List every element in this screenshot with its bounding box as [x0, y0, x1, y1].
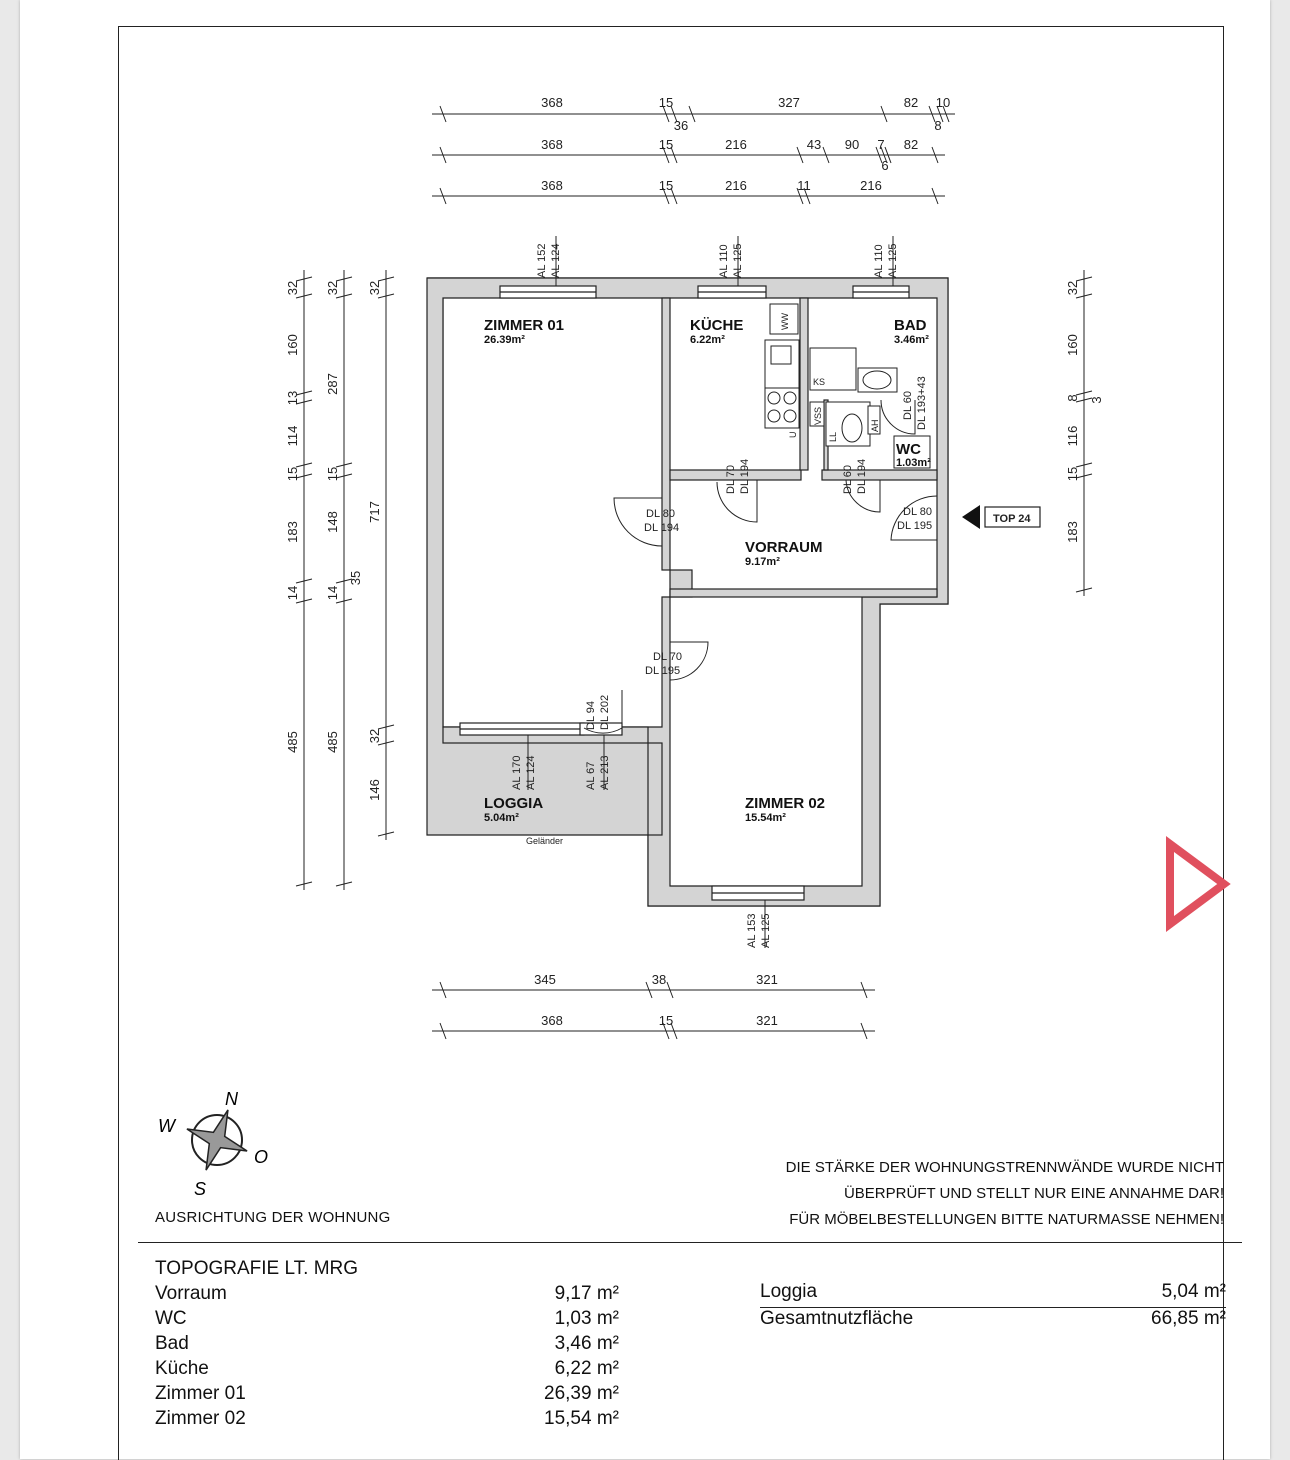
bottom-dimensions: [432, 982, 875, 1039]
window-label: AL 152: [536, 243, 548, 278]
door-label: DL 194: [856, 458, 868, 494]
dim-label: 38: [651, 972, 667, 987]
table-row: [155, 1331, 619, 1356]
door-label: DL 193+43: [916, 376, 928, 430]
dim-label: 321: [756, 972, 778, 987]
table-row: [155, 1281, 619, 1306]
bottom-dimension-labels: [534, 972, 778, 1028]
row-value: 6,22 m²: [554, 1358, 619, 1379]
compass-west: W: [158, 1116, 175, 1136]
dim-label: 15: [658, 178, 674, 193]
summary-table: [760, 1281, 1226, 1334]
room-area: 1.03m²: [896, 457, 931, 469]
dim-label: 116: [1065, 425, 1080, 447]
dim-label: 216: [725, 137, 747, 152]
door-label: DL 80: [646, 508, 675, 520]
door-label: DL 70: [653, 651, 682, 663]
note-line: ÜBERPRÜFT UND STELLT NUR EINE ANNAHME DAR!: [843, 1185, 1224, 1202]
row-label: Loggia: [760, 1281, 818, 1302]
window-label: AL 110: [873, 244, 885, 278]
dim-label: 8: [1065, 394, 1080, 402]
dim-label: 717: [367, 501, 382, 523]
door-label: DL 60: [842, 465, 854, 494]
dim-label: 32: [367, 728, 382, 744]
row-label: Zimmer 01: [155, 1383, 246, 1404]
door-label: DL 194: [644, 522, 680, 534]
window-label: AL 67: [585, 761, 597, 790]
row-label: Vorraum: [155, 1283, 227, 1304]
window-label: AL 153: [746, 913, 758, 948]
note-line: FÜR MÖBELBESTELLUNGEN BITTE NATURMASSE NEHMEN!: [789, 1211, 1224, 1228]
room-area: 9.17m²: [745, 556, 780, 568]
room-area: 5.04m²: [484, 812, 519, 824]
row-label: Bad: [155, 1333, 189, 1354]
section-divider: [138, 1242, 1242, 1243]
dim-label: 287: [325, 373, 340, 395]
dim-label: 7: [877, 137, 885, 152]
unit-tag: TOP 24: [993, 513, 1031, 525]
dim-label: 368: [541, 178, 563, 193]
dim-label: 216: [860, 178, 882, 193]
dim-label: 148: [325, 511, 340, 533]
topography-title: TOPOGRAFIE LT. MRG: [155, 1258, 359, 1279]
dim-label: 15: [285, 466, 300, 482]
note-line: DIE STÄRKE DER WOHNUNGSTRENNWÄNDE WURDE NICHT: [785, 1159, 1224, 1176]
door-label: DL 80: [903, 506, 932, 518]
window-label: AL 170: [511, 755, 523, 790]
entrance-tag: [962, 505, 1040, 529]
dim-label: 3: [1089, 396, 1104, 404]
room-name: BAD: [894, 317, 927, 334]
row-value: 9,17 m²: [554, 1283, 619, 1304]
room-area: 6.22m²: [690, 334, 725, 346]
dim-label: 146: [367, 779, 382, 801]
ll-label: LL: [828, 431, 838, 442]
compass-east: O: [254, 1147, 269, 1167]
dim-label: 345: [534, 972, 556, 987]
door-label: DL 194: [739, 458, 751, 494]
row-value: 3,46 m²: [554, 1333, 619, 1354]
left-dimension-labels: [285, 281, 382, 801]
row-value: 66,85 m²: [1151, 1308, 1226, 1329]
door-label: DL 94: [585, 701, 597, 730]
dim-label: 15: [658, 95, 674, 110]
dim-label: 183: [1065, 521, 1080, 543]
dim-label: 160: [285, 334, 300, 356]
dim-label: 368: [541, 95, 563, 110]
room-name: VORRAUM: [745, 539, 823, 556]
row-label: Zimmer 02: [155, 1408, 246, 1429]
room-name: WC: [896, 441, 921, 458]
dim-label: 10: [935, 95, 951, 110]
entrance-arrow-icon: [962, 505, 980, 529]
ks-label: KS: [813, 377, 826, 387]
top-dimension-labels: [541, 95, 950, 193]
dim-label: 368: [541, 137, 563, 152]
compass-icon: [158, 1089, 268, 1199]
u-label: U: [788, 431, 798, 438]
table-row: [155, 1406, 619, 1431]
door-label: DL 195: [645, 665, 681, 677]
dim-label: 485: [325, 731, 340, 753]
dim-label: 15: [658, 1013, 674, 1028]
dim-label: 36: [673, 118, 689, 133]
door-label: DL 195: [897, 520, 933, 532]
dim-label: 485: [285, 731, 300, 753]
dim-label: 32: [285, 280, 300, 296]
railing-label: Geländer: [526, 836, 564, 846]
dim-label: 160: [1065, 334, 1080, 356]
room-name: ZIMMER 01: [484, 317, 565, 334]
row-value: 26,39 m²: [544, 1383, 619, 1404]
table-row: [760, 1281, 1226, 1308]
table-row: [155, 1306, 619, 1331]
door-label: DL 202: [599, 694, 611, 730]
topography-table: [155, 1256, 619, 1431]
window-label: AL 124: [550, 243, 562, 278]
dim-label: 15: [1065, 466, 1080, 482]
dim-label: 82: [903, 95, 919, 110]
dim-label: 327: [778, 95, 800, 110]
notes-block: [786, 1155, 1224, 1233]
ww-label: WW: [780, 313, 790, 330]
compass-south: S: [194, 1179, 207, 1199]
dim-label: 368: [541, 1013, 563, 1028]
room-name: KÜCHE: [690, 317, 744, 334]
row-label: Gesamtnutzfläche: [760, 1308, 914, 1329]
window-label: AL 125: [760, 913, 772, 948]
dim-label: 32: [325, 280, 340, 296]
window-label: AL 125: [887, 243, 899, 278]
row-value: 1,03 m²: [554, 1308, 619, 1329]
dim-label: 90: [844, 137, 860, 152]
dim-label: 8: [934, 118, 942, 133]
table-row: [760, 1308, 1226, 1334]
dim-label: 35: [348, 570, 363, 586]
table-row: [155, 1356, 619, 1381]
row-value: 15,54 m²: [544, 1408, 619, 1429]
next-page-arrow-icon[interactable]: [1160, 836, 1232, 932]
dim-label: 183: [285, 521, 300, 543]
window-label: AL 124: [525, 755, 537, 790]
row-label: WC: [155, 1308, 187, 1329]
dim-label: 14: [285, 585, 300, 601]
row-label: Küche: [155, 1358, 209, 1379]
compass-north: N: [225, 1089, 238, 1109]
dim-label: 32: [367, 280, 382, 296]
room-name: LOGGIA: [484, 795, 544, 812]
ah-label: AH: [870, 419, 880, 432]
window-label: AL 110: [718, 244, 730, 278]
dim-label: 13: [285, 390, 300, 406]
dim-label: 216: [725, 178, 747, 193]
door-label: DL 70: [725, 465, 737, 494]
table-row: [155, 1381, 619, 1406]
dim-label: 43: [806, 137, 822, 152]
row-value: 5,04 m²: [1161, 1281, 1226, 1302]
dim-label: 6: [881, 158, 889, 173]
dim-label: 14: [325, 585, 340, 601]
dim-label: 15: [658, 137, 674, 152]
dim-label: 82: [903, 137, 919, 152]
room-area: 15.54m²: [745, 812, 786, 824]
window-label: AL 213: [599, 755, 611, 790]
vss-label: VSS: [813, 406, 823, 425]
dim-label: 11: [797, 178, 811, 193]
door-label: DL 60: [902, 391, 914, 420]
dim-label: 15: [325, 466, 340, 482]
window-label: AL 125: [732, 243, 744, 278]
room-area: 26.39m²: [484, 334, 525, 346]
dim-label: 114: [285, 425, 300, 447]
orientation-label: AUSRICHTUNG DER WOHNUNG: [155, 1209, 391, 1226]
room-area: 3.46m²: [894, 334, 929, 346]
room-name: ZIMMER 02: [745, 795, 826, 812]
dim-label: 32: [1065, 280, 1080, 296]
dim-label: 321: [756, 1013, 778, 1028]
